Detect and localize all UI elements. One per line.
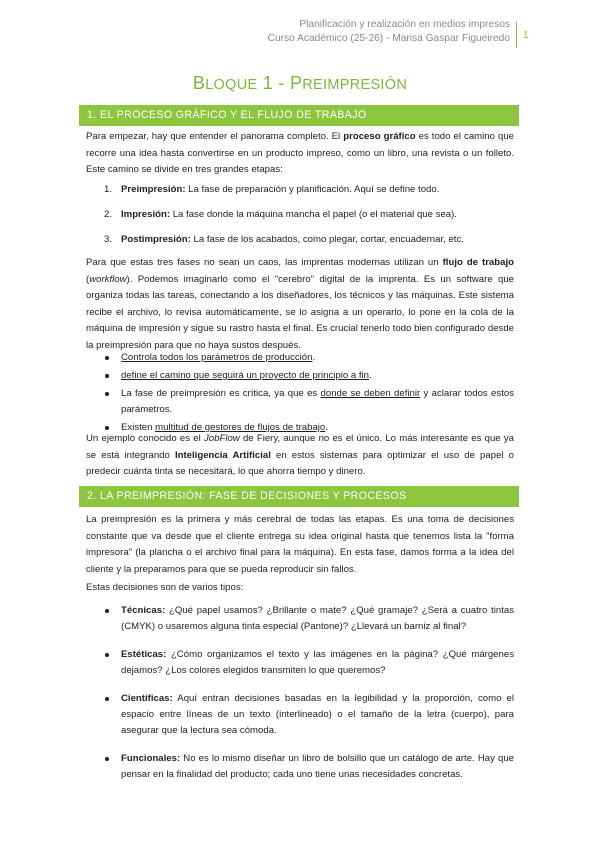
list-item: 3. Postimpresión: La fase de los acabados, como plegar, cortar, encuadernar, etc. — [104, 234, 464, 245]
decision-types-list — [86, 603, 514, 783]
page-number: 1 — [523, 30, 529, 41]
paragraph-types-intro: Estas decisiones son de varios tipos: — [86, 582, 244, 593]
list-item: Funcionales: No es lo mismo diseñar un libro de bolsillo que un catálogo de arte. Hay que pensar en la finalidad del producto; cada uno tiene unas necesidades concretas. — [86, 751, 514, 783]
page-title: BLOQUE 1 - PREIMPRESIÓN — [192, 73, 408, 93]
list-item: 2. Impresión: La fase donde la máquina mancha el papel (o el material que sea). — [104, 209, 457, 220]
header-divider — [516, 22, 517, 48]
paragraph-workflow: Para que estas tres fases no sean un caos, las imprentas modernas utilizan un flujo de trabajo (workflow). Podemos imaginarlo como el "cerebro" digital de la imprenta. Es un software que organiza todas las tareas, conectando a los diseñadores, los técnicos y las máquinas. Este sistema recibe el archivo, lo revisa automáticamente, se lo asigna a un operario, lo pone en la cola de la máquina de impresión y sigue su rastro hasta el final. Es crucial tenerlo todo bien configurado desde la preimpresión para que no haya sustos después. — [86, 257, 514, 351]
list-item: Existen multitud de gestores de flujos de trabajo. — [86, 420, 514, 436]
paragraph-example: Un ejemplo conocido es el JobFlow de Fiery, aunque no es el único. Lo más interesante es que ya se está integrando Inteligencia Artificial en estos sistemas para optimizar el uso de papel o predecir cuánta tinta se necesitará, lo que ahorra tiempo y dinero. — [86, 433, 514, 478]
paragraph-intro: Para empezar, hay que entender el panorama completo. El proceso gráfico es todo el camino que recorre una idea hasta convertirse en un producto impreso, como un libro, una revista o un folleto. Este camino se divide en tres grandes etapas: — [86, 131, 514, 176]
header-course-title: Planificación y realización en medios impresos — [299, 19, 510, 30]
paragraph-preprint: La preimpresión es la primera y más cerebral de todas las etapas. Es una toma de decisiones constante que va desde que el cliente entrega su idea original hasta que tenemos lista la "forma impresora" (la plancha o el archivo final para la máquina). En esta fase, damos forma a la idea del cliente y la preparamos para que se pueda reproducir sin fallos. — [86, 514, 514, 575]
list-item: La fase de preimpresión es crítica, ya que es donde se deben definir y aclarar todos estos parámetros. — [86, 386, 514, 418]
list-item: Científicas: Aquí entran decisiones basadas en la legibilidad y la proporción, como el espacio entre líneas de un texto (interlineado) o el tamaño de la letra (cuerpo), para asegurar que la lectura sea cómoda. — [86, 691, 514, 739]
running-header — [268, 18, 510, 46]
list-item: Estéticas: ¿Cómo organizamos el texto y las imágenes en la página? ¿Qué márgenes dejamos? ¿Los colores elegidos transmiten lo que queremos? — [86, 647, 514, 679]
section-heading-2: 2. LA PREIMPRESIÓN: FASE DE DECISIONES Y PROCESOS — [79, 486, 519, 507]
list-item: 1. Preimpresión: La fase de preparación y planificación. Aquí se define todo. — [104, 184, 440, 195]
section-heading-1: 1. EL PROCESO GRÁFICO Y EL FLUJO DE TRABAJO — [79, 105, 519, 126]
list-item: define el camino que seguirá un proyecto de principio a fin. — [86, 368, 514, 384]
header-course-info: Curso Académico (25-26) - Marisa Gaspar Figueiredo — [267, 33, 510, 44]
list-item: Técnicas: ¿Qué papel usamos? ¿Brillante o mate? ¿Qué gramaje? ¿Será a cuatro tintas (CMYK) o usaremos alguna tinta especial (Pantone)? ¿Llevará un barniz al final? — [86, 603, 514, 635]
workflow-bullets — [86, 350, 514, 436]
list-item: Controla todos los parámetros de producción. — [86, 350, 514, 366]
stages-list — [86, 182, 514, 257]
